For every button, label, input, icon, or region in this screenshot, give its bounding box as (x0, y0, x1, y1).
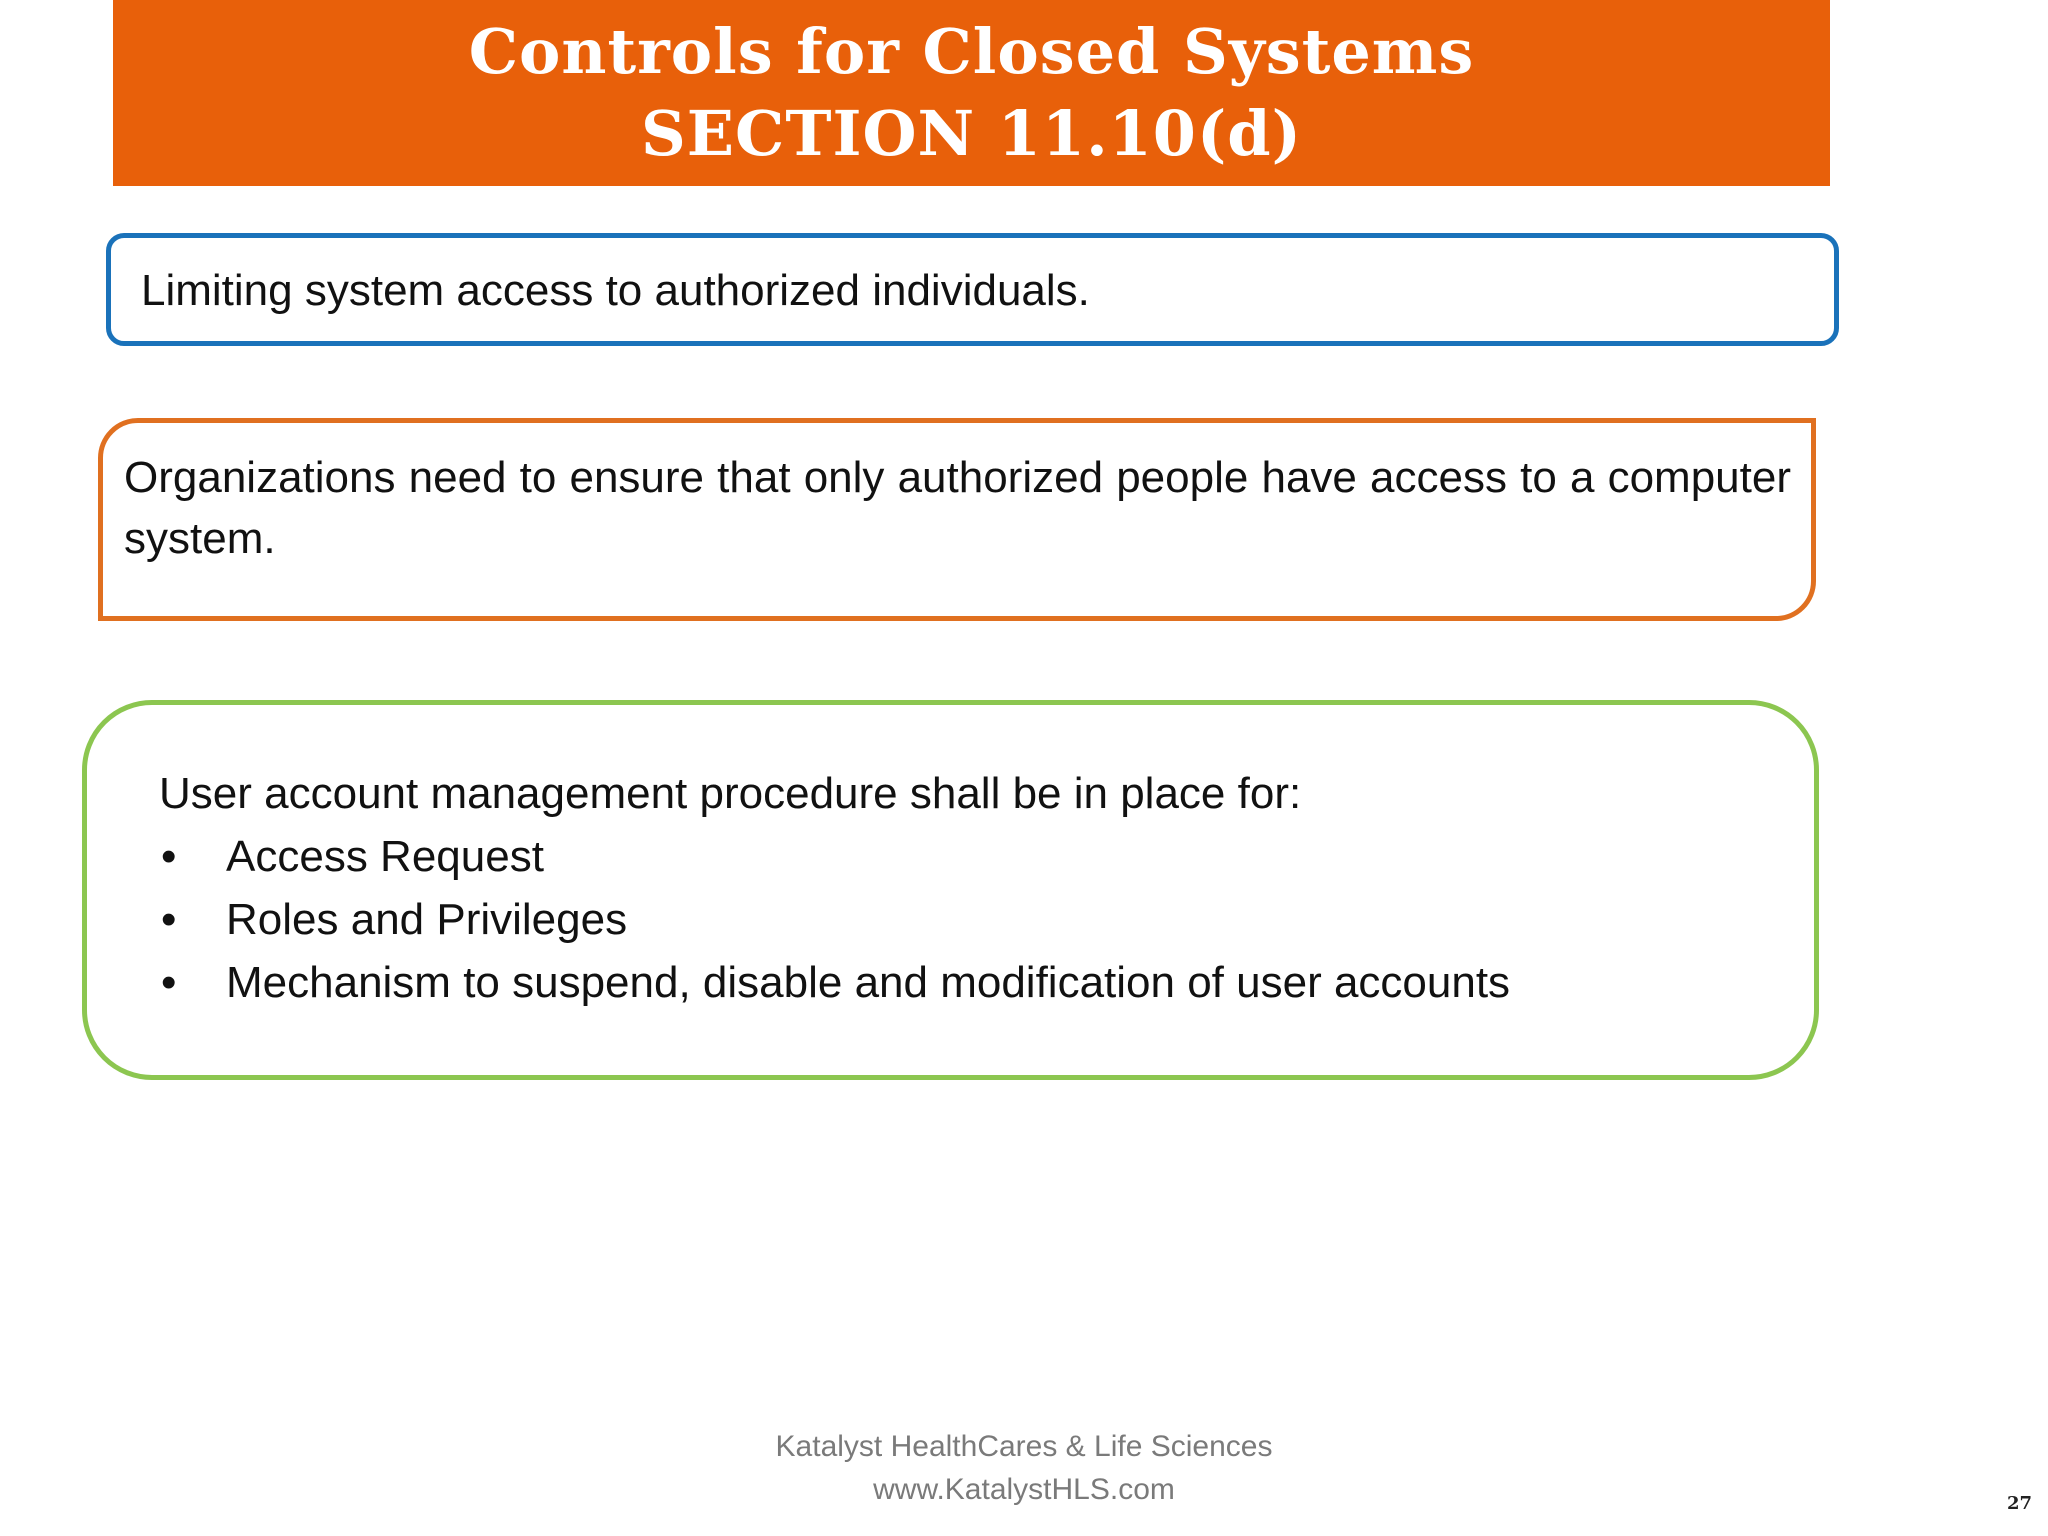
explanation-text: Organizations need to ensure that only authorized people have access to a computer system. (124, 453, 1791, 563)
list-item (159, 951, 1774, 1014)
list-item-text: Access Request (226, 832, 544, 881)
footer-website: www.KatalystHLS.com (873, 1473, 1175, 1506)
definition-box (106, 233, 1839, 346)
title-banner (113, 0, 1830, 186)
explanation-box (98, 418, 1816, 621)
procedure-list (159, 825, 1774, 1014)
procedure-lead-text: User account management procedure shall be in place for: (159, 769, 1302, 818)
bullet-icon: • (161, 895, 177, 944)
bullet-icon: • (161, 832, 177, 881)
footer (0, 1425, 2048, 1511)
definition-text: Limiting system access to authorized individuals. (141, 266, 1090, 315)
slide-title: Controls for Closed Systems (468, 15, 1475, 88)
procedure-box (82, 700, 1819, 1080)
page-number: 27 (2006, 1493, 2032, 1514)
list-item-text: Roles and Privileges (226, 895, 628, 944)
list-item (159, 888, 1774, 951)
slide-subtitle: SECTION 11.10(d) (641, 97, 1302, 170)
bullet-icon: • (161, 958, 177, 1007)
footer-company: Katalyst HealthCares & Life Sciences (775, 1430, 1273, 1463)
list-item (159, 825, 1774, 888)
list-item-text: Mechanism to suspend, disable and modification of user accounts (226, 958, 1511, 1007)
